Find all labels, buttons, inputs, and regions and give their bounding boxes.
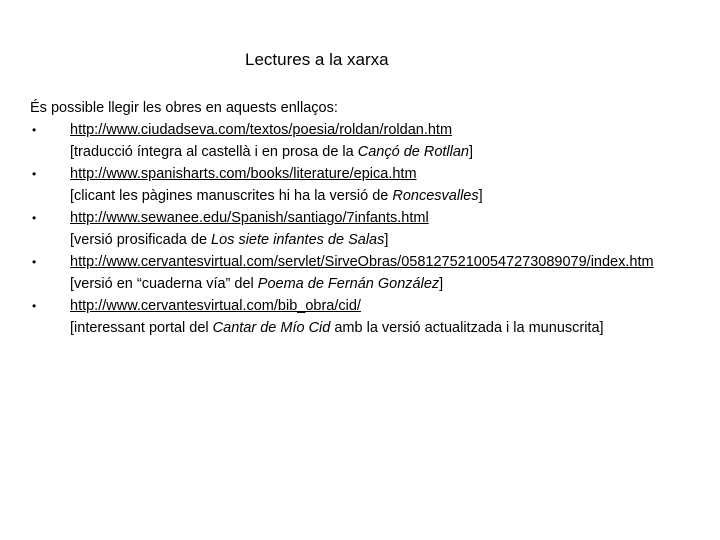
bullet-icon: • xyxy=(32,123,37,137)
intro-text: És possible llegir les obres en aquests enllaços: xyxy=(30,100,338,116)
link-sewanee[interactable]: http://www.sewanee.edu/Spanish/santiago/7infants.html xyxy=(70,210,429,226)
link-ciudadseva[interactable]: http://www.ciudadseva.com/textos/poesia/roldan/roldan.htm xyxy=(70,122,453,138)
link-description: [versió en “cuaderna vía” del Poema de Fernán González] xyxy=(70,276,444,292)
link-description: [versió prosificada de Los siete infantes de Salas] xyxy=(70,232,389,248)
bullet-icon: • xyxy=(32,167,37,181)
link-list xyxy=(30,119,690,339)
list-item xyxy=(30,119,690,163)
bullet-icon: • xyxy=(32,299,37,313)
link-cervantesvirtual-servlet[interactable]: http://www.cervantesvirtual.com/servlet/SirveObras/05812752100547273089079/index.htm xyxy=(70,254,654,270)
link-description: [clicant les pàgines manuscrites hi ha la versió de Roncesvalles] xyxy=(70,188,483,204)
link-description: [traducció íntegra al castellà i en prosa de la Cançó de Rotllan] xyxy=(70,144,474,160)
link-spanisharts[interactable]: http://www.spanisharts.com/books/literature/epica.htm xyxy=(70,166,417,182)
list-item xyxy=(30,251,690,295)
list-item xyxy=(30,163,690,207)
slide-title: Lectures a la xarxa xyxy=(245,50,389,69)
list-item xyxy=(30,207,690,251)
bullet-icon: • xyxy=(32,255,37,269)
link-cervantesvirtual-cid[interactable]: http://www.cervantesvirtual.com/bib_obra/cid/ xyxy=(70,298,361,314)
link-description: [interessant portal del Cantar de Mío Cid amb la versió actualitzada i la munuscrita] xyxy=(70,320,604,336)
bullet-icon: • xyxy=(32,211,37,225)
list-item xyxy=(30,295,690,339)
